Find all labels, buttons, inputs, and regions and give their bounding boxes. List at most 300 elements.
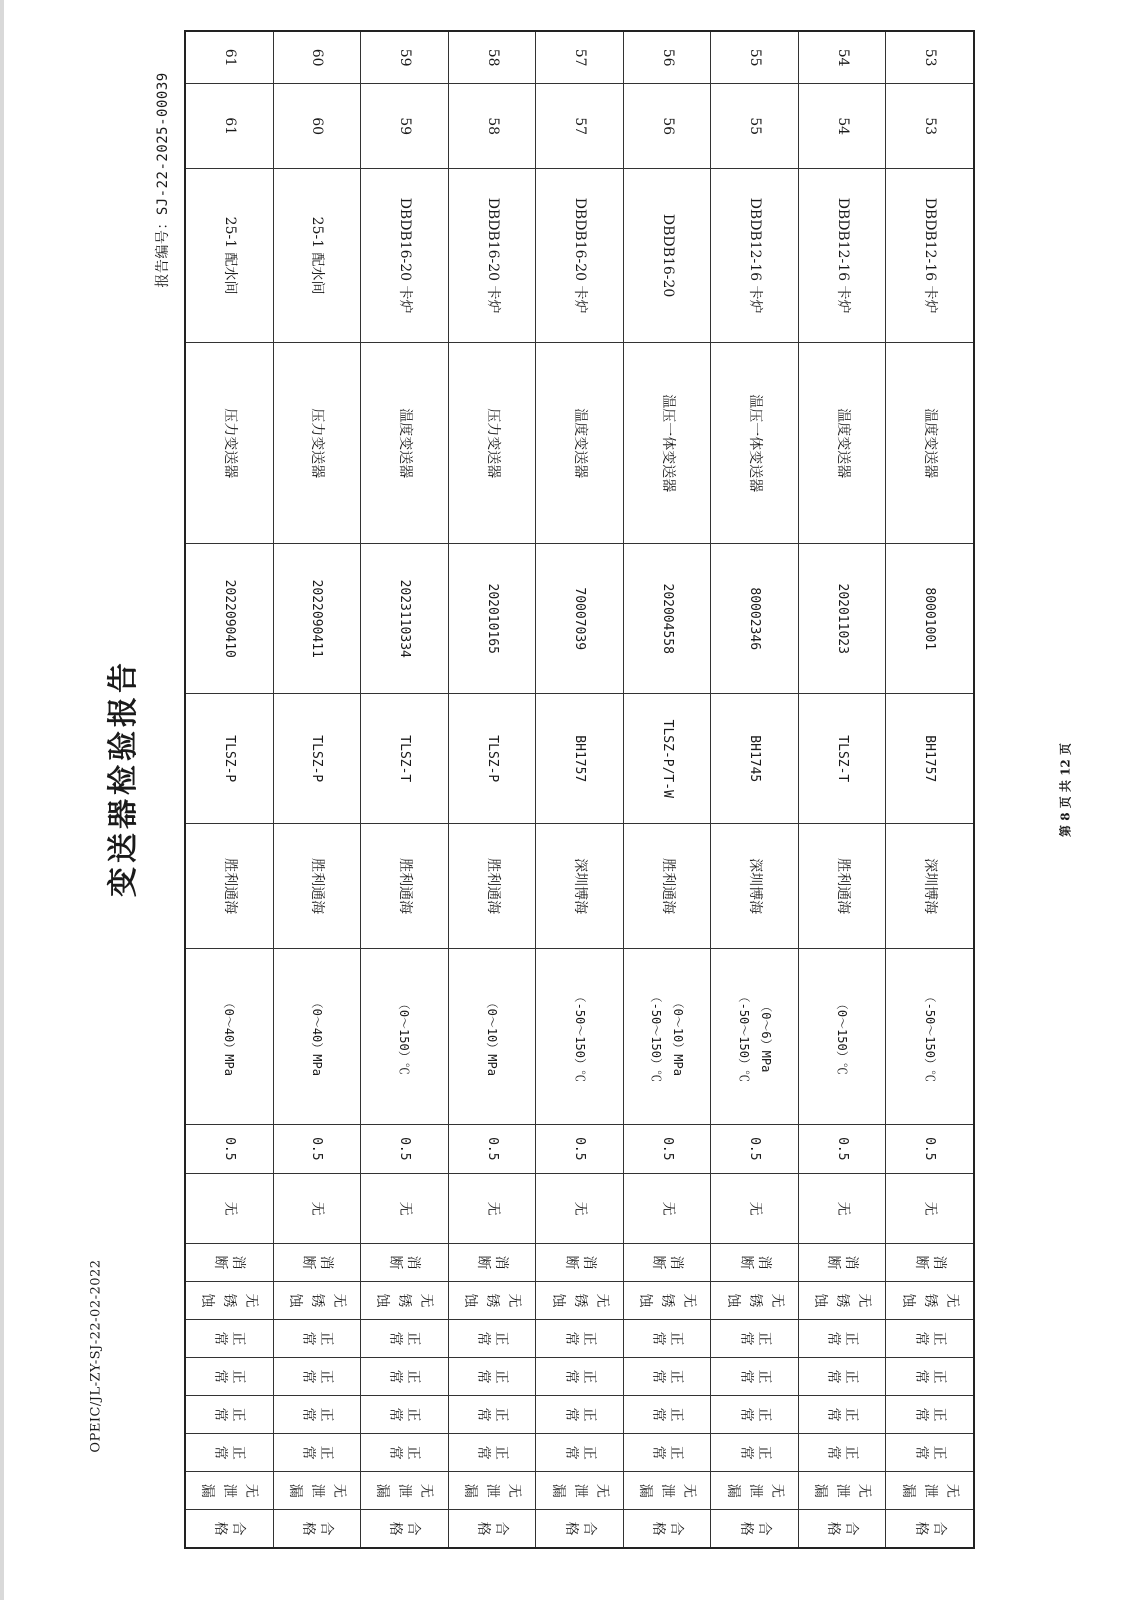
check-disconnect-text: 消断: [562, 1255, 597, 1270]
check-normal-3-text: 正常: [212, 1407, 247, 1422]
model-number-text: BH1745: [747, 735, 763, 783]
document-code: OPEIC/JL-ZY-SJ-22-02-2022: [88, 1259, 104, 1453]
measuring-range: [273, 949, 361, 1124]
check-normal-2: [448, 1358, 536, 1396]
check-corrosion: [886, 1282, 974, 1320]
check-normal-4: [185, 1434, 273, 1472]
check-corrosion-text: 无锈蚀: [724, 1293, 785, 1308]
manufacturer-text: 深圳博海: [922, 858, 939, 915]
device-name: [886, 343, 974, 544]
check-normal-2: [536, 1358, 624, 1396]
model-number: [185, 694, 273, 824]
check-corrosion: [273, 1282, 361, 1320]
damage-check: [361, 1174, 449, 1244]
check-leakage-text: 无泄漏: [899, 1483, 960, 1498]
serial-number: [185, 544, 273, 694]
damage-check: [536, 1174, 624, 1244]
inspection-result-text: 合格: [387, 1521, 422, 1536]
install-location-text: DBDB16-20 卡炉: [397, 197, 413, 314]
install-location-text: DBDB12-16 卡炉: [747, 197, 764, 314]
device-name: [185, 343, 273, 544]
check-normal-2-text: 正常: [212, 1369, 247, 1384]
check-disconnect-text: 消断: [387, 1255, 422, 1270]
serial-number: [448, 544, 536, 694]
manufacturer: [448, 824, 536, 949]
sequence-number-text: 56: [659, 117, 676, 136]
check-normal-2-text: 正常: [475, 1369, 510, 1384]
check-leakage-text: 无泄漏: [199, 1483, 260, 1498]
check-normal-4: [711, 1434, 799, 1472]
page-footer: 第 8 页 共 12 页: [1058, 743, 1073, 837]
check-normal-4: [536, 1434, 624, 1472]
sequence-number: [448, 84, 536, 169]
model-number-text: TLSZ-P: [309, 735, 325, 783]
check-normal-1-text: 正常: [562, 1331, 597, 1346]
inspection-result: [185, 1510, 273, 1548]
check-normal-3-text: 正常: [475, 1407, 510, 1422]
device-name: [623, 343, 711, 544]
serial-number-text: 2022090410: [221, 579, 237, 658]
model-number: [361, 694, 449, 824]
serial-number-text: 2023110334: [397, 579, 412, 658]
row-index-text: 57: [572, 48, 589, 67]
accuracy-class: [798, 1124, 886, 1174]
damage-check-text: 无: [572, 1201, 589, 1216]
device-name: [536, 343, 624, 544]
model-number-text: BH1757: [572, 735, 588, 783]
manufacturer-text: 胜利通海: [834, 858, 851, 915]
model-number: [536, 694, 624, 824]
check-corrosion-text: 无锈蚀: [899, 1293, 960, 1308]
measuring-range: [536, 949, 624, 1124]
inspection-result: [536, 1510, 624, 1548]
damage-check-text: 无: [397, 1201, 413, 1216]
check-normal-4-text: 正常: [737, 1445, 772, 1460]
install-location: [798, 168, 886, 342]
install-location-text: 25-1 配水间: [309, 216, 326, 295]
model-number-text: BH1757: [922, 735, 938, 783]
accuracy-class: [623, 1124, 711, 1174]
manufacturer-text: 深圳博海: [572, 858, 589, 915]
manufacturer-text: 胜利通海: [484, 858, 501, 915]
damage-check: [185, 1174, 273, 1244]
damage-check-text: 无: [309, 1201, 326, 1216]
check-normal-2-text: 正常: [737, 1369, 772, 1384]
check-normal-2: [711, 1358, 799, 1396]
check-normal-1: [273, 1320, 361, 1358]
check-normal-2-text: 正常: [650, 1369, 685, 1384]
check-normal-4: [361, 1434, 449, 1472]
check-normal-4: [273, 1434, 361, 1472]
model-number: [886, 694, 974, 824]
manufacturer: [798, 824, 886, 949]
range-line: （0～150）℃: [397, 997, 412, 1075]
sequence-number: [273, 84, 361, 169]
check-disconnect-text: 消断: [299, 1255, 334, 1270]
check-normal-4-text: 正常: [212, 1445, 247, 1460]
table-row: [711, 31, 799, 1548]
sequence-number-text: 60: [309, 117, 326, 136]
damage-check-text: 无: [747, 1201, 764, 1216]
check-corrosion-text: 无锈蚀: [286, 1293, 347, 1308]
row-index-text: 56: [659, 48, 676, 67]
check-normal-4-text: 正常: [562, 1445, 597, 1460]
serial-number-text: 80002346: [747, 587, 763, 651]
table-row: [361, 31, 449, 1548]
check-normal-4-text: 正常: [825, 1445, 860, 1460]
accuracy-class: [711, 1124, 799, 1174]
check-normal-4: [798, 1434, 886, 1472]
install-location: [536, 168, 624, 342]
check-normal-3-text: 正常: [912, 1407, 947, 1422]
check-corrosion: [448, 1282, 536, 1320]
install-location-text: DBDB16-20 卡炉: [484, 197, 501, 314]
model-number-text: TLSZ-T: [834, 735, 850, 783]
report-number: 报告编号：SJ-22-2025-00039: [155, 72, 171, 288]
check-normal-1-text: 正常: [475, 1331, 510, 1346]
inspection-table: [184, 30, 975, 1549]
damage-check: [798, 1174, 886, 1244]
check-normal-4: [886, 1434, 974, 1472]
accuracy-class-text: 0.5: [747, 1137, 763, 1161]
manufacturer: [273, 824, 361, 949]
check-normal-2-text: 正常: [299, 1369, 334, 1384]
device-name: [448, 343, 536, 544]
check-disconnect: [623, 1243, 711, 1281]
row-index: [886, 31, 974, 84]
check-normal-2-text: 正常: [825, 1369, 860, 1384]
check-normal-1: [623, 1320, 711, 1358]
report-title: 变送器检验报告: [106, 659, 141, 897]
check-disconnect-text: 消断: [825, 1255, 860, 1270]
accuracy-class: [185, 1124, 273, 1174]
accuracy-class-text: 0.5: [309, 1137, 325, 1161]
device-name: [711, 343, 799, 544]
check-normal-3-text: 正常: [825, 1407, 860, 1422]
check-normal-3: [185, 1396, 273, 1434]
check-disconnect: [185, 1243, 273, 1281]
check-normal-3: [361, 1396, 449, 1434]
check-leakage: [448, 1472, 536, 1510]
damage-check: [886, 1174, 974, 1244]
check-normal-1: [448, 1320, 536, 1358]
check-normal-1-text: 正常: [212, 1331, 247, 1346]
device-name: [798, 343, 886, 544]
inspection-result: [798, 1510, 886, 1548]
check-normal-2: [798, 1358, 886, 1396]
device-name-text: 温度变送器: [922, 408, 939, 479]
check-normal-3-text: 正常: [650, 1407, 685, 1422]
inspection-result-text: 合格: [825, 1521, 860, 1536]
range-line: （-50～150）℃: [922, 990, 937, 1082]
inspection-result-text: 合格: [212, 1521, 247, 1536]
sequence-number-text: 58: [484, 117, 501, 136]
table-row: [623, 31, 711, 1548]
check-normal-1-text: 正常: [387, 1331, 422, 1346]
device-name-text: 温压一体变送器: [659, 394, 676, 493]
check-corrosion: [623, 1282, 711, 1320]
check-leakage: [361, 1472, 449, 1510]
manufacturer: [361, 824, 449, 949]
range-line: （-50～150）℃: [572, 990, 587, 1082]
serial-number: [273, 544, 361, 694]
measuring-range: [448, 949, 536, 1124]
install-location-text: DBDB12-16 卡炉: [834, 197, 851, 314]
inspection-result: [623, 1510, 711, 1548]
sequence-number: [185, 84, 273, 169]
check-normal-4-text: 正常: [387, 1445, 422, 1460]
check-leakage: [185, 1472, 273, 1510]
check-leakage-text: 无泄漏: [637, 1483, 698, 1498]
serial-number-text: 202010165: [484, 583, 500, 654]
row-index-text: 53: [922, 48, 939, 67]
check-normal-2: [185, 1358, 273, 1396]
check-normal-1: [185, 1320, 273, 1358]
sequence-number-text: 57: [572, 117, 589, 136]
check-leakage: [536, 1472, 624, 1510]
manufacturer-text: 胜利通海: [309, 858, 326, 915]
accuracy-class-text: 0.5: [397, 1137, 412, 1161]
scan-edge: [0, 0, 4, 1600]
inspection-result-text: 合格: [737, 1521, 772, 1536]
row-index: [185, 31, 273, 84]
device-name: [361, 343, 449, 544]
check-normal-1-text: 正常: [912, 1331, 947, 1346]
serial-number-text: 80001001: [922, 587, 938, 651]
check-normal-3-text: 正常: [387, 1407, 422, 1422]
sequence-number-text: 55: [747, 117, 764, 136]
check-corrosion: [711, 1282, 799, 1320]
inspection-result: [886, 1510, 974, 1548]
check-normal-1: [711, 1320, 799, 1358]
model-number-text: TLSZ-T: [397, 735, 412, 783]
accuracy-class-text: 0.5: [922, 1137, 938, 1161]
check-disconnect: [798, 1243, 886, 1281]
damage-check: [273, 1174, 361, 1244]
inspection-result-text: 合格: [299, 1521, 334, 1536]
serial-number: [886, 544, 974, 694]
model-number-text: TLSZ-P: [484, 735, 500, 783]
check-normal-2-text: 正常: [562, 1369, 597, 1384]
check-normal-4-text: 正常: [650, 1445, 685, 1460]
model-number: [448, 694, 536, 824]
range-line: （0～6）MPa: [758, 1000, 773, 1073]
serial-number: [623, 544, 711, 694]
range-line: （0～150）℃: [835, 997, 850, 1075]
check-normal-1-text: 正常: [299, 1331, 334, 1346]
row-index-text: 61: [221, 48, 238, 67]
row-index: [536, 31, 624, 84]
check-normal-3-text: 正常: [737, 1407, 772, 1422]
check-corrosion: [798, 1282, 886, 1320]
accuracy-class: [448, 1124, 536, 1174]
accuracy-class-text: 0.5: [834, 1137, 850, 1161]
check-normal-3: [536, 1396, 624, 1434]
check-leakage-text: 无泄漏: [286, 1483, 347, 1498]
range-line: （0～10）MPa: [485, 996, 500, 1076]
check-leakage-text: 无泄漏: [374, 1483, 435, 1498]
install-location-text: DBDB12-16 卡炉: [922, 197, 939, 314]
model-number: [623, 694, 711, 824]
check-disconnect-text: 消断: [475, 1255, 510, 1270]
check-disconnect-text: 消断: [650, 1255, 685, 1270]
check-disconnect: [711, 1243, 799, 1281]
check-normal-1-text: 正常: [825, 1331, 860, 1346]
inspection-result: [361, 1510, 449, 1548]
sequence-number: [798, 84, 886, 169]
inspection-table-container: [184, 30, 975, 1549]
damage-check: [623, 1174, 711, 1244]
check-normal-2: [273, 1358, 361, 1396]
model-number: [798, 694, 886, 824]
manufacturer: [886, 824, 974, 949]
row-index-text: 58: [484, 48, 501, 67]
check-disconnect: [886, 1243, 974, 1281]
check-normal-2-text: 正常: [912, 1369, 947, 1384]
device-name-text: 压力变送器: [484, 408, 501, 479]
damage-check-text: 无: [659, 1201, 676, 1216]
install-location: [361, 168, 449, 342]
inspection-result: [711, 1510, 799, 1548]
install-location: [448, 168, 536, 342]
check-normal-1: [536, 1320, 624, 1358]
row-index: [711, 31, 799, 84]
check-normal-3: [798, 1396, 886, 1434]
model-number-text: TLSZ-P/T-W: [659, 719, 675, 798]
range-line: （-50～150）℃: [649, 990, 664, 1082]
check-corrosion-text: 无锈蚀: [199, 1293, 260, 1308]
manufacturer-text: 胜利通海: [397, 858, 413, 915]
check-normal-4: [448, 1434, 536, 1472]
accuracy-class: [361, 1124, 449, 1174]
check-leakage: [886, 1472, 974, 1510]
check-normal-4-text: 正常: [475, 1445, 510, 1460]
install-location-text: DBDB16-20: [659, 213, 676, 298]
accuracy-class: [886, 1124, 974, 1174]
check-normal-1-text: 正常: [737, 1331, 772, 1346]
inspection-result-text: 合格: [475, 1521, 510, 1536]
check-normal-3-text: 正常: [562, 1407, 597, 1422]
check-normal-4: [623, 1434, 711, 1472]
row-index: [623, 31, 711, 84]
range-line: （0～40）MPa: [309, 996, 324, 1076]
manufacturer: [185, 824, 273, 949]
accuracy-class: [536, 1124, 624, 1174]
device-name: [273, 343, 361, 544]
check-leakage: [273, 1472, 361, 1510]
sequence-number: [886, 84, 974, 169]
check-normal-1-text: 正常: [650, 1331, 685, 1346]
table-body: [185, 31, 974, 1548]
check-normal-4-text: 正常: [299, 1445, 334, 1460]
row-index-text: 55: [747, 48, 764, 67]
check-normal-3: [711, 1396, 799, 1434]
row-index: [798, 31, 886, 84]
row-index-text: 60: [309, 48, 326, 67]
measuring-range: [361, 949, 449, 1124]
range-line: （0～10）MPa: [671, 996, 686, 1076]
damage-check-text: 无: [221, 1201, 238, 1216]
check-normal-2: [623, 1358, 711, 1396]
serial-number-text: 2022090411: [309, 579, 325, 658]
check-leakage-text: 无泄漏: [724, 1483, 785, 1498]
check-disconnect-text: 消断: [737, 1255, 772, 1270]
check-disconnect: [448, 1243, 536, 1281]
install-location: [711, 168, 799, 342]
model-number: [273, 694, 361, 824]
row-index: [448, 31, 536, 84]
measuring-range: [185, 949, 273, 1124]
manufacturer-text: 深圳博海: [747, 858, 764, 915]
check-disconnect: [361, 1243, 449, 1281]
serial-number: [361, 544, 449, 694]
check-normal-1: [886, 1320, 974, 1358]
sequence-number: [623, 84, 711, 169]
table-row: [273, 31, 361, 1548]
serial-number-text: 70007039: [572, 587, 588, 651]
check-leakage-text: 无泄漏: [549, 1483, 610, 1498]
model-number: [711, 694, 799, 824]
check-normal-2: [361, 1358, 449, 1396]
row-index: [273, 31, 361, 84]
measuring-range: [623, 949, 711, 1124]
damage-check-text: 无: [484, 1201, 501, 1216]
install-location: [273, 168, 361, 342]
sequence-number: [536, 84, 624, 169]
check-normal-3: [448, 1396, 536, 1434]
inspection-result-text: 合格: [650, 1521, 685, 1536]
serial-number: [798, 544, 886, 694]
check-corrosion: [361, 1282, 449, 1320]
manufacturer-text: 胜利通海: [221, 858, 238, 915]
check-leakage: [623, 1472, 711, 1510]
check-normal-1: [361, 1320, 449, 1358]
device-name-text: 温度变送器: [834, 408, 851, 479]
install-location-text: 25-1 配水间: [221, 216, 238, 295]
check-corrosion: [536, 1282, 624, 1320]
check-leakage: [798, 1472, 886, 1510]
model-number-text: TLSZ-P: [221, 735, 237, 783]
manufacturer: [623, 824, 711, 949]
check-normal-3: [273, 1396, 361, 1434]
check-disconnect-text: 消断: [212, 1255, 247, 1270]
accuracy-class-text: 0.5: [484, 1137, 500, 1161]
range-line: （0～40）MPa: [222, 996, 237, 1076]
check-corrosion-text: 无锈蚀: [374, 1293, 435, 1308]
device-name-text: 温度变送器: [572, 408, 589, 479]
check-normal-3: [886, 1396, 974, 1434]
measuring-range: [798, 949, 886, 1124]
install-location: [185, 168, 273, 342]
check-normal-3-text: 正常: [299, 1407, 334, 1422]
check-normal-2-text: 正常: [387, 1369, 422, 1384]
table-row: [448, 31, 536, 1548]
manufacturer: [536, 824, 624, 949]
check-normal-2: [886, 1358, 974, 1396]
table-row: [536, 31, 624, 1548]
serial-number: [711, 544, 799, 694]
accuracy-class-text: 0.5: [572, 1137, 588, 1161]
install-location-text: DBDB16-20 卡炉: [572, 197, 589, 314]
table-row: [798, 31, 886, 1548]
check-corrosion-text: 无锈蚀: [549, 1293, 610, 1308]
row-index-text: 59: [397, 48, 413, 67]
check-leakage: [711, 1472, 799, 1510]
range-line: （-50～150）℃: [736, 990, 751, 1082]
manufacturer-text: 胜利通海: [659, 858, 676, 915]
check-normal-4-text: 正常: [912, 1445, 947, 1460]
accuracy-class: [273, 1124, 361, 1174]
